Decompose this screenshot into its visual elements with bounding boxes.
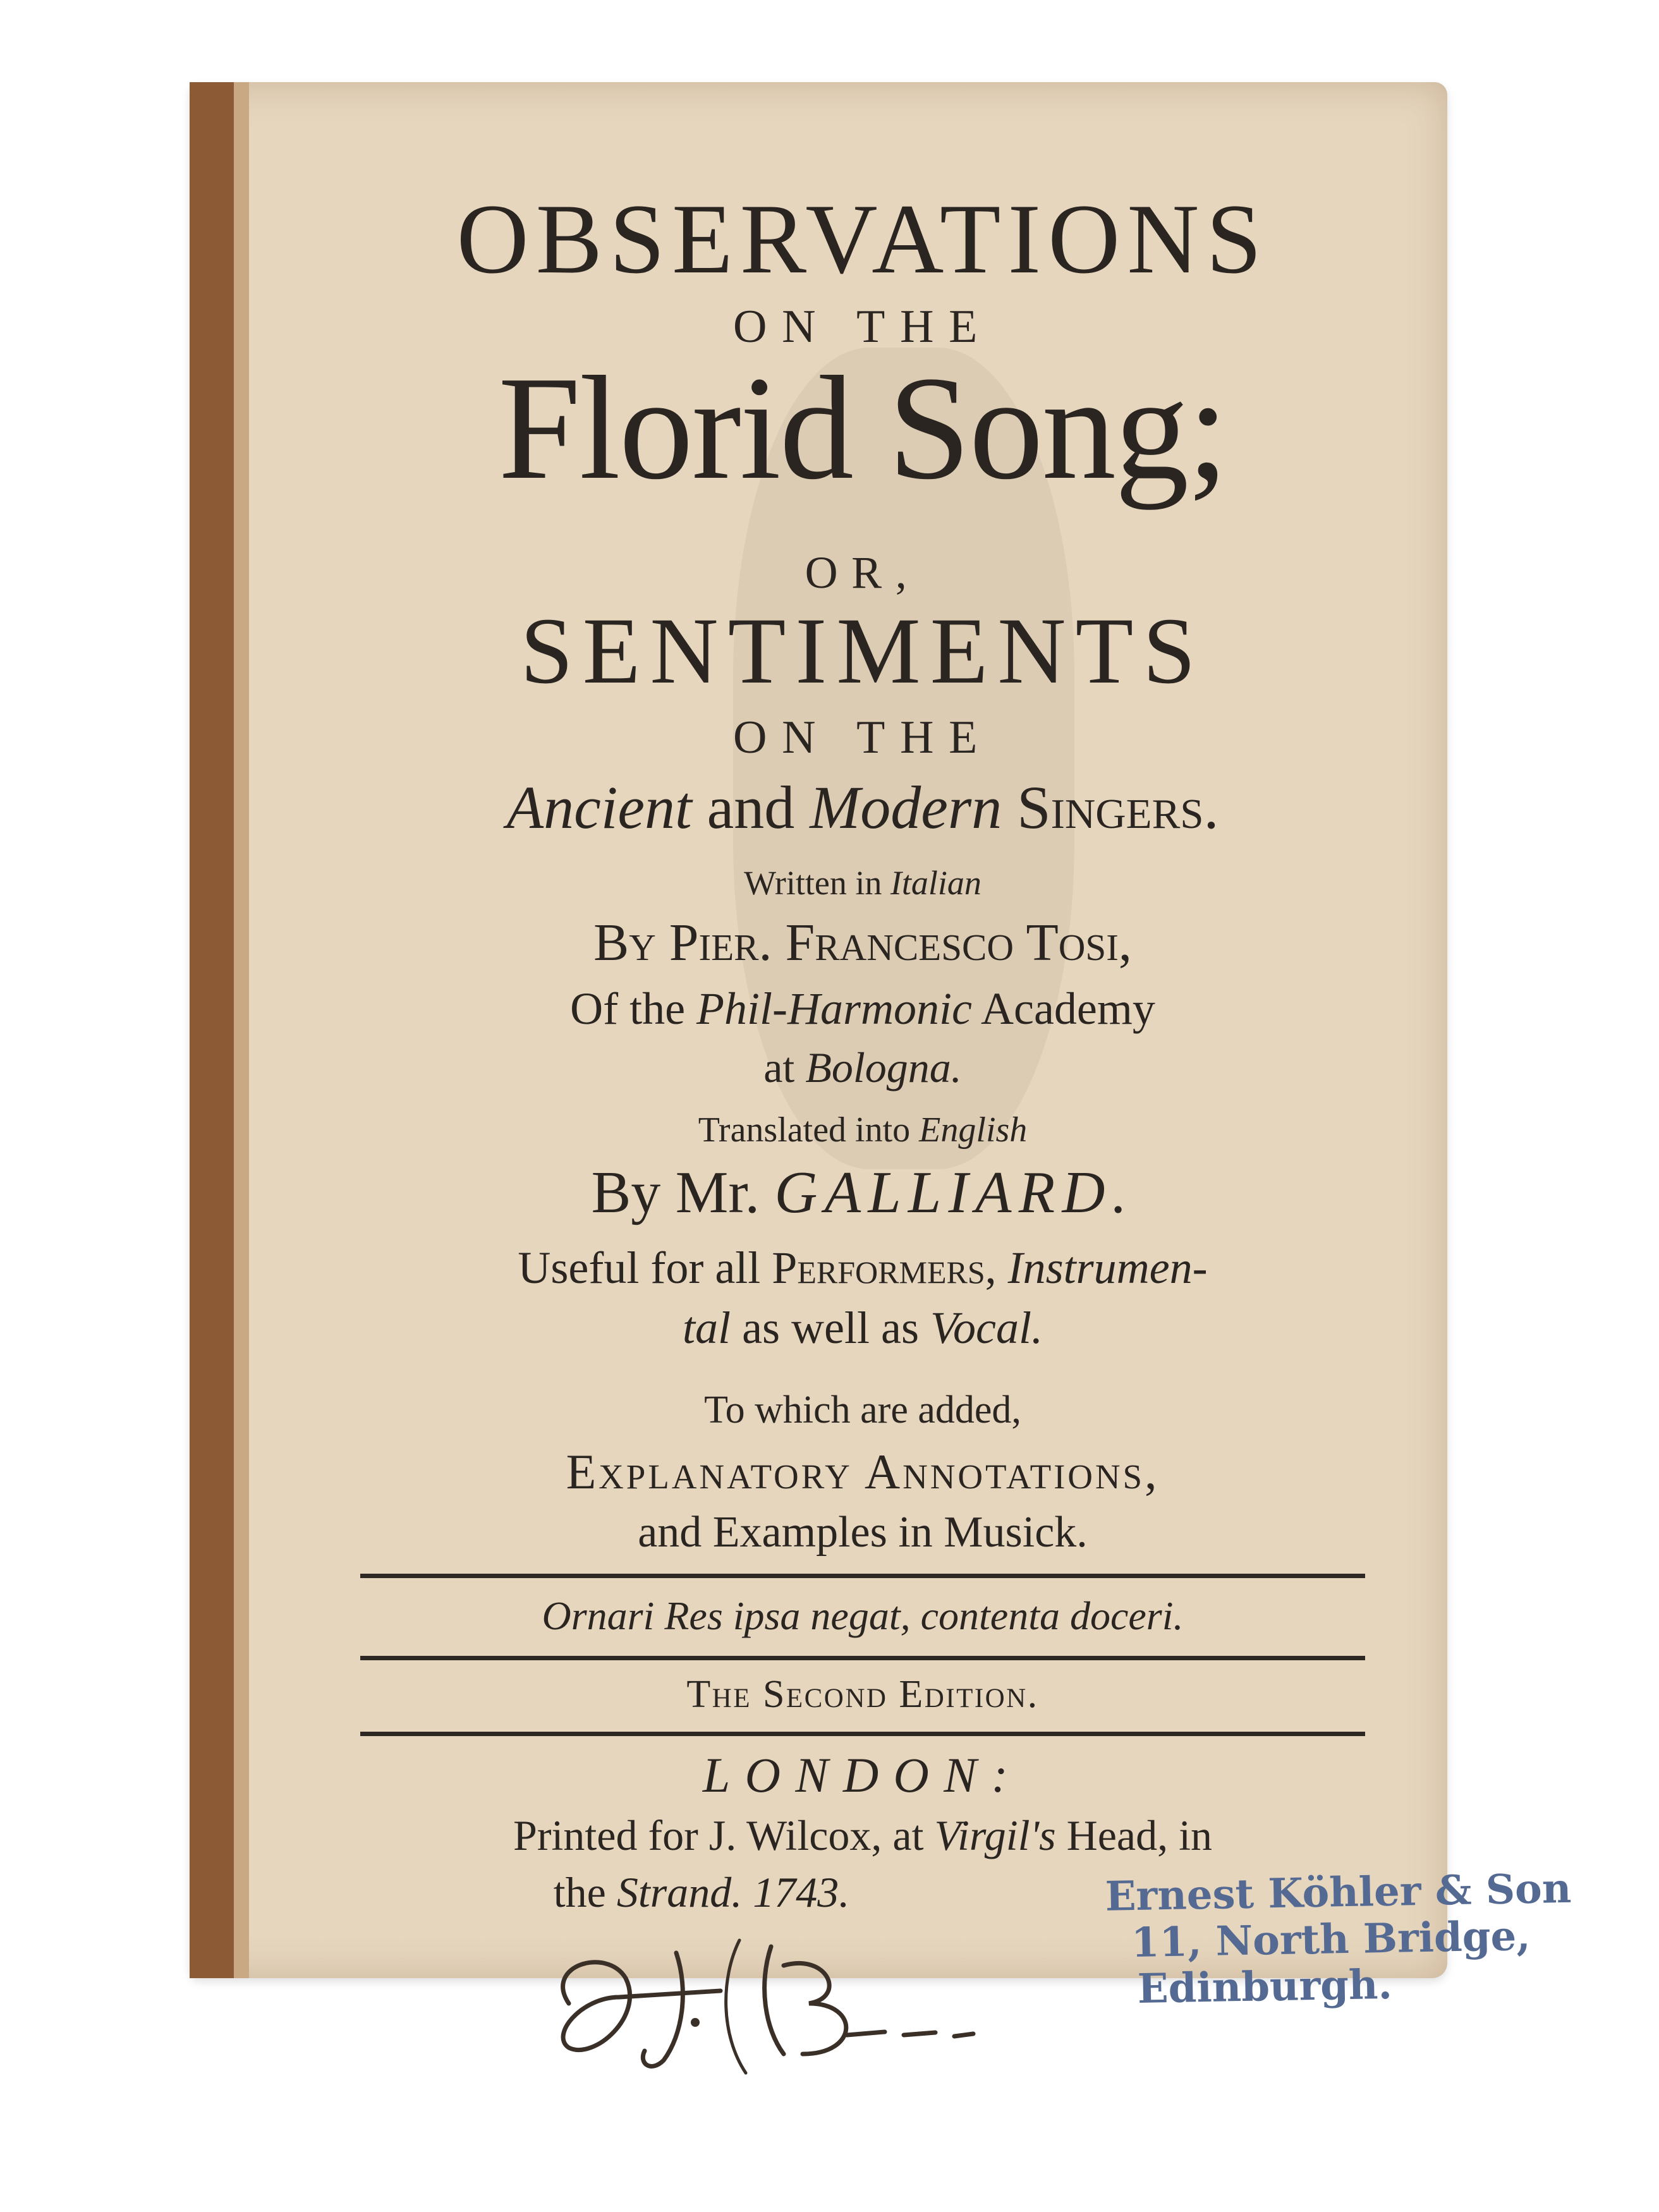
- useful-line-2: [297, 1305, 1428, 1351]
- translated-into-text: Translated into: [698, 1110, 911, 1150]
- title-or: OR,: [805, 547, 921, 598]
- translated-language: English: [919, 1110, 1028, 1150]
- head-in-text: Head, in: [1066, 1811, 1212, 1859]
- written-language: Italian: [890, 864, 981, 902]
- modern-word: Modern: [810, 774, 1002, 841]
- imprint-place-line: [297, 1868, 1106, 1916]
- title-sentiments: SENTIMENTS: [520, 599, 1205, 703]
- useful-line-1: [297, 1245, 1428, 1291]
- latin-motto: Ornari Res ipsa negat, contenta doceri.: [542, 1593, 1184, 1638]
- title-on-the-second: ON THE: [733, 712, 992, 763]
- examples-text: and Examples in Musick.: [638, 1508, 1088, 1557]
- performers-word: Performers,: [772, 1243, 997, 1293]
- city-name: Bologna.: [805, 1043, 962, 1091]
- rule-bottom: [360, 1732, 1365, 1736]
- spine-edge: [234, 82, 249, 1978]
- year-text: 1743.: [753, 1868, 850, 1916]
- edition-line: The Second Edition.: [686, 1673, 1039, 1716]
- academy-suffix: Academy: [981, 983, 1155, 1034]
- bookseller-stamp: [1105, 1864, 1572, 2014]
- stamp-line-2: 11, North Bridge,: [1131, 1912, 1531, 1967]
- translator-line: [297, 1160, 1428, 1225]
- title-on-the: ON THE: [733, 301, 992, 353]
- imprint-city: LONDON:: [702, 1747, 1023, 1802]
- ancient-word: Ancient: [506, 774, 692, 841]
- tal-word: tal: [683, 1303, 731, 1353]
- title-ancient-modern-singers: [297, 774, 1428, 841]
- added-line: To which are added,: [704, 1389, 1021, 1431]
- written-in-text: Written in: [744, 864, 882, 902]
- written-in-line: [297, 866, 1428, 900]
- annotations-line: Explanatory Annotations,: [566, 1444, 1160, 1499]
- instrumen-word: Instrumen-: [1007, 1243, 1208, 1293]
- book-spine: [190, 82, 238, 1978]
- imprint-printer-line: [297, 1811, 1428, 1859]
- and-word: and: [707, 774, 795, 841]
- author-line: By Pier. Francesco Tosi,: [593, 913, 1132, 972]
- printed-for-text: Printed for J. Wilcox, at: [513, 1811, 924, 1859]
- title-florid-song: Florid Song;: [498, 346, 1227, 510]
- singers-word: Singers.: [1017, 774, 1219, 841]
- rule-top: [360, 1574, 1365, 1578]
- title-observations: OBSERVATIONS: [456, 184, 1269, 295]
- stamp-line-1: Ernest Köhler & Son: [1105, 1864, 1572, 1921]
- at-word: at: [763, 1043, 795, 1091]
- useful-prefix: Useful for all: [518, 1243, 761, 1293]
- virgil-word: Virgil's: [934, 1811, 1056, 1859]
- title-page: [190, 82, 1572, 2014]
- bologna-line: [297, 1043, 1428, 1091]
- as-well-as: as well as: [742, 1303, 919, 1353]
- handwritten-signature: [531, 1928, 1138, 2079]
- strand-word: Strand.: [616, 1868, 743, 1916]
- stamp-line-3: Edinburgh.: [1137, 1961, 1393, 2014]
- translator-prefix: By Mr.: [591, 1160, 760, 1225]
- rule-middle: [360, 1656, 1365, 1660]
- translated-line: [297, 1112, 1428, 1148]
- translator-name: GALLIARD.: [774, 1160, 1134, 1225]
- academy-name: Phil-Harmonic: [696, 983, 972, 1034]
- vocal-word: Vocal.: [930, 1303, 1043, 1353]
- academy-line: [297, 983, 1428, 1034]
- the-word: the: [553, 1868, 606, 1916]
- examples-line: [297, 1510, 1428, 1555]
- academy-prefix: Of the: [570, 983, 686, 1034]
